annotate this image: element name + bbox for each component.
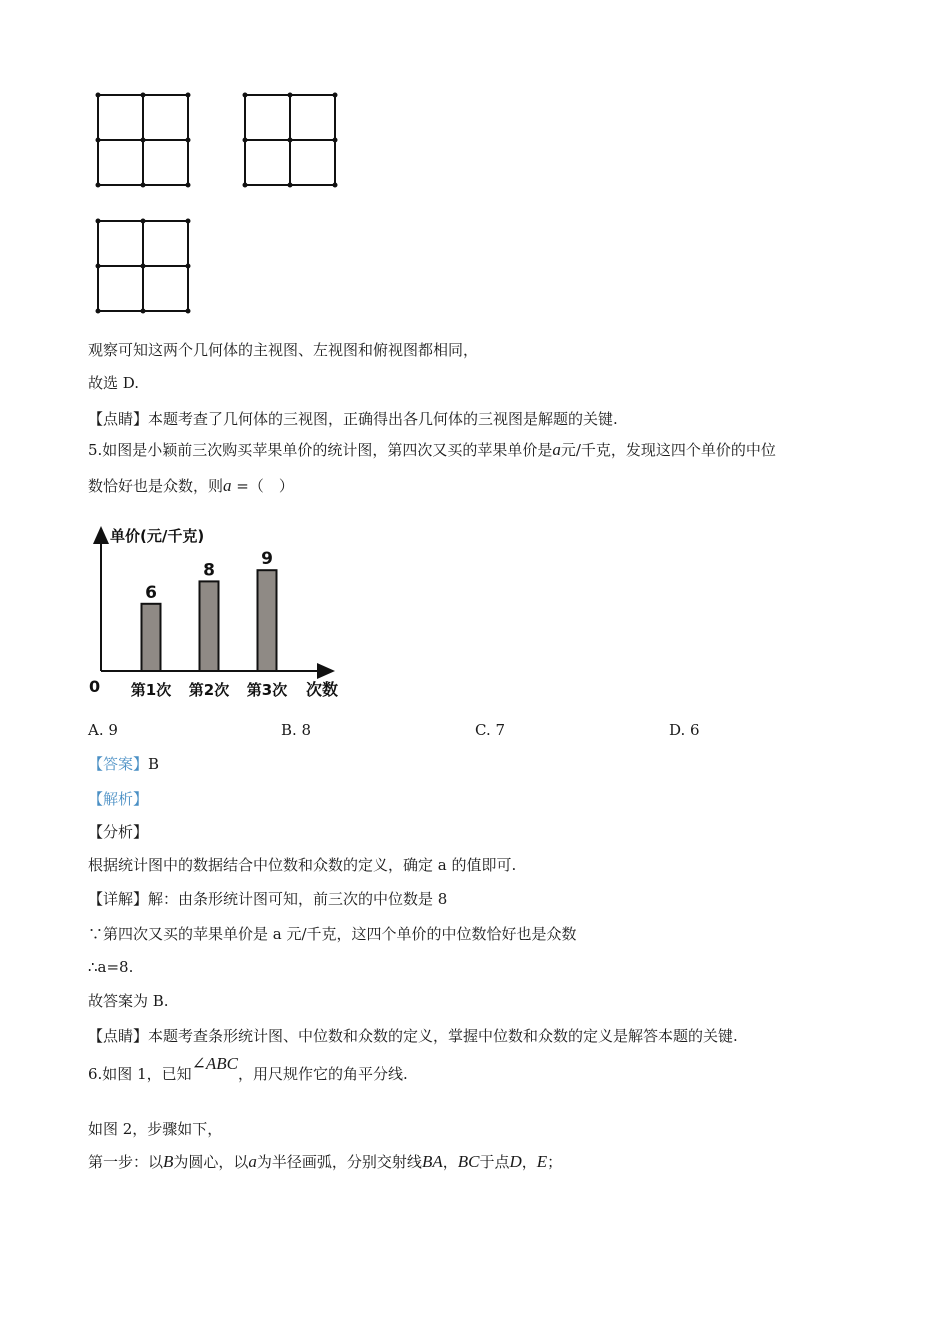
step1-B: B	[163, 1152, 174, 1171]
q6-text-a: 6.如图 1，已知	[88, 1065, 192, 1083]
step1-a: 第一步：以	[88, 1153, 164, 1171]
step1-line	[88, 1152, 562, 1172]
bar-3	[258, 570, 277, 671]
bar-value-label-1: 6	[145, 582, 157, 603]
q6-text-b: ，用尺规作它的角平分线.	[237, 1065, 408, 1083]
step1-d: 于点	[479, 1153, 510, 1171]
answer-line	[88, 754, 159, 774]
because-text: ∵第四次又买的苹果单价是 a 元/千克，这四个单价的中位数恰好也是众数	[88, 925, 577, 943]
question-5-line2	[88, 476, 294, 496]
step1-E: E	[536, 1152, 548, 1171]
price-bar-chart	[84, 522, 354, 706]
q5-text-a: 5.如图是小颖前三次购买苹果单价的统计图，第四次又买的苹果单价是	[88, 441, 553, 459]
bar-value-label-2: 8	[203, 560, 215, 581]
choose-d-text: 故选 D.	[88, 374, 140, 392]
q5-eq: =	[236, 477, 249, 495]
step1-c: 为半径画弧，分别交射线	[256, 1153, 422, 1171]
step1-b: 为圆心，以	[173, 1153, 249, 1171]
q5-paren: （ ）	[248, 477, 294, 495]
bar-2	[200, 581, 219, 671]
observe-text: 观察可知这两个几何体的主视图、左视图和俯视图都相同，	[88, 341, 479, 359]
q5-var-a2: a	[223, 476, 232, 495]
option-a: A. 9	[88, 721, 118, 739]
step1-comma: ，	[442, 1153, 458, 1171]
option-d: D. 6	[669, 721, 700, 739]
q6-angle: ∠ABC	[191, 1054, 238, 1073]
step1-BA: BA	[421, 1152, 443, 1171]
option-b: B. 8	[281, 721, 312, 739]
comment-q5: 【点睛】本题考查条形统计图、中位数和众数的定义，掌握中位数和众数的定义是解答本题的关键.	[88, 1027, 738, 1045]
y-axis-label: 单价(元/千克)	[110, 527, 205, 545]
analysis-label: 【解析】	[88, 790, 149, 808]
origin-label: 0	[89, 677, 101, 696]
question-5-line1	[88, 440, 776, 460]
detail-text: 【详解】解：由条形统计图可知，前三次的中位数是 8	[88, 890, 448, 908]
top-view-grid	[92, 216, 194, 316]
step1-BC: BC	[457, 1152, 480, 1171]
so-answer-text: 故答案为 B.	[88, 992, 169, 1010]
fenxi-label: 【分析】	[88, 823, 149, 841]
category-label-3: 第3次	[246, 681, 288, 699]
step1-D: D	[509, 1152, 522, 1171]
fenxi-text: 根据统计图中的数据结合中位数和众数的定义，确定 a 的值即可.	[88, 856, 517, 874]
option-c: C. 7	[475, 721, 506, 739]
category-label-2: 第2次	[188, 681, 230, 699]
question-6-line	[88, 1054, 408, 1085]
category-label-1: 第1次	[130, 681, 172, 699]
step1-end: ；	[547, 1153, 563, 1171]
therefore-text: ∴a=8.	[88, 958, 134, 976]
step1-a2: a	[248, 1152, 257, 1171]
figure2-text: 如图 2，步骤如下，	[88, 1120, 223, 1138]
front-view-grid	[92, 90, 194, 190]
q5-text-c: 数恰好也是众数，则	[88, 477, 224, 495]
bar-value-label-3: 9	[261, 549, 273, 570]
left-view-grid	[239, 90, 341, 190]
step1-comma2: ，	[521, 1153, 537, 1171]
x-axis-label: 次数	[306, 680, 339, 699]
q5-text-b: 元/千克，发现这四个单价的中位	[560, 441, 776, 459]
bar-1	[142, 604, 161, 671]
q5-var-a: a	[552, 440, 561, 459]
comment-q4: 【点睛】本题考查了几何体的三视图，正确得出各几何体的三视图是解题的关键.	[88, 410, 618, 428]
answer-value: B	[148, 755, 160, 773]
answer-label: 【答案】	[88, 755, 149, 773]
